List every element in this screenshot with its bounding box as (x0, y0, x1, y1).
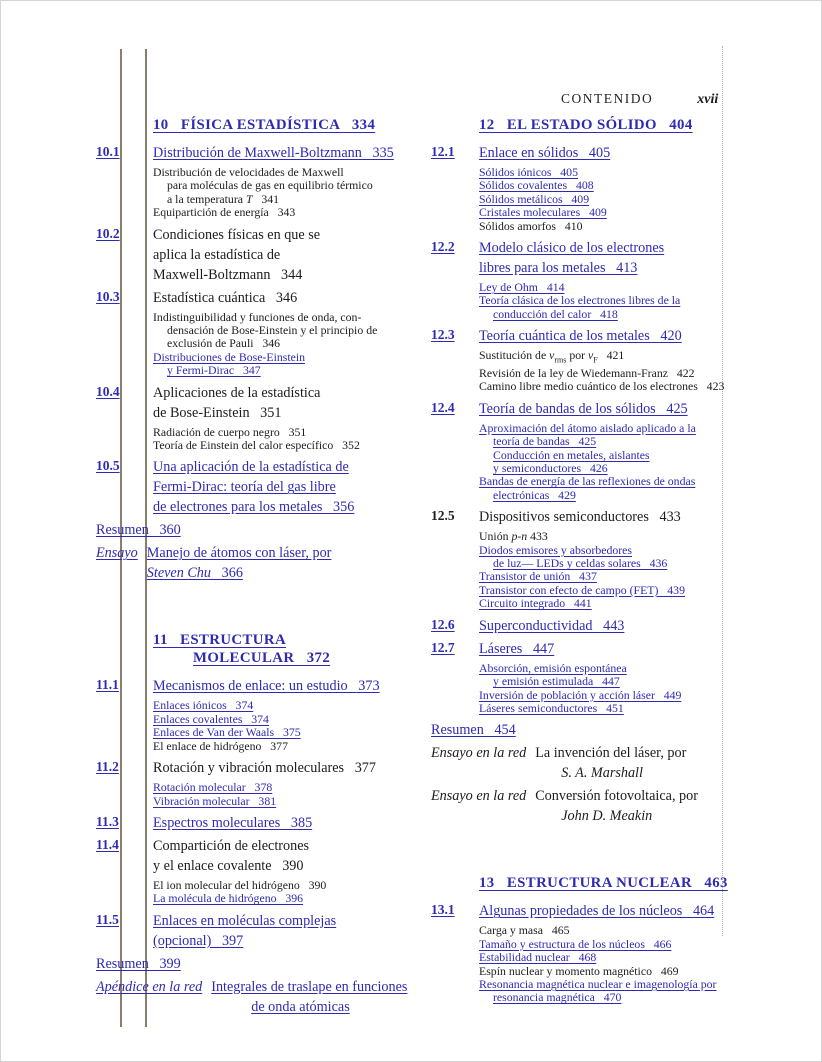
toc-line: de Bose-Einstein 351 (153, 404, 282, 421)
aside-text (147, 543, 428, 583)
chapter-title[interactable]: MOLECULAR 372 (193, 650, 331, 667)
toc-line[interactable]: y Fermi-Dirac 347 (167, 363, 261, 378)
toc-line[interactable]: Inversión de población y acción láser 449 (479, 687, 682, 702)
aside-text (211, 977, 428, 1017)
toc-line[interactable]: Transistor de unión 437 (479, 569, 597, 584)
section-title (153, 836, 428, 876)
toc-line[interactable]: Sólidos iónicos 405 (479, 165, 578, 179)
toc-line[interactable]: conducción del calor 418 (493, 306, 618, 321)
toc-column-right (431, 116, 767, 1010)
toc-line: y el enlace covalente 390 (153, 857, 304, 874)
toc-section-block (431, 639, 767, 659)
toc-line: La invención del láser, por (535, 745, 687, 762)
toc-line[interactable]: de luz— LEDs y celdas solares 436 (493, 556, 668, 571)
toc-line[interactable]: de electrones para los metales 356 (153, 499, 355, 516)
section-title (479, 616, 767, 636)
section-number[interactable]: 10.1 (96, 144, 120, 159)
toc-line: Teoría de Einstein del calor específico 352 (153, 438, 360, 453)
toc-aside-block (96, 520, 428, 540)
toc-line[interactable]: Láseres semiconductores 451 (479, 700, 624, 715)
section-number[interactable]: 11.3 (96, 813, 119, 829)
toc-sub-block (96, 781, 428, 808)
toc-line: Aplicaciones de la estadística (153, 384, 321, 401)
aside-label[interactable]: Apéndice en la red (96, 978, 203, 995)
toc-section-block (96, 457, 428, 517)
toc-line: Condiciones físicas en que se (153, 226, 321, 243)
toc-line[interactable]: teoría de bandas 425 (493, 434, 597, 449)
section-title (153, 758, 428, 778)
toc-section-block (96, 758, 428, 778)
toc-line[interactable]: libres para los metales 413 (479, 260, 638, 277)
toc-line[interactable]: Sólidos covalentes 408 (479, 178, 594, 193)
aside-label[interactable]: Resumen 399 (96, 955, 181, 972)
section-number[interactable]: 11.2 (96, 759, 119, 775)
toc-line[interactable]: de onda atómicas (251, 998, 350, 1015)
toc-line[interactable]: Enlaces en moléculas complejas (153, 912, 337, 929)
toc-line[interactable]: Aproximación del átomo aislado aplicado a la (479, 420, 696, 435)
toc-sub-block (431, 422, 767, 502)
toc-line: Maxwell-Boltzmann 344 (153, 266, 303, 283)
toc-line[interactable]: Superconductividad 443 (479, 617, 625, 634)
toc-line[interactable]: Transistor con efecto de campo (FET) 439 (479, 582, 685, 597)
toc-sub-block (431, 281, 767, 321)
toc-line[interactable]: Distribuciones de Bose-Einstein (153, 349, 306, 364)
toc-line[interactable]: Enlaces de Van der Waals 375 (153, 725, 301, 740)
section-number[interactable]: 12.2 (431, 239, 455, 255)
toc-section-block (96, 836, 428, 876)
toc-line[interactable]: electrónicas 429 (493, 487, 576, 502)
toc-line[interactable]: Manejo de átomos con láser, por (146, 545, 332, 562)
toc-line[interactable]: Rotación molecular 378 (153, 780, 273, 795)
section-number[interactable]: 11.4 (96, 836, 119, 852)
toc-aside-block (96, 954, 428, 974)
toc-line[interactable]: Bandas de energía de las reflexiones de ondas (479, 474, 696, 489)
section-title (479, 238, 767, 278)
section-title (153, 813, 428, 833)
toc-line[interactable]: Distribución de Maxwell-Boltzmann 335 (153, 145, 394, 161)
section-title (479, 399, 767, 419)
section-title (479, 143, 767, 163)
toc-line: Unión p-n 433 (479, 529, 548, 544)
toc-section-block (431, 326, 767, 346)
toc-section-block (431, 901, 767, 921)
section-title (479, 326, 767, 346)
toc-line[interactable]: (opcional) 397 (153, 932, 244, 949)
toc-line[interactable]: Una aplicación de la estadística de (153, 459, 349, 476)
section-number[interactable]: 12.7 (431, 639, 455, 655)
toc-line[interactable]: Resonancia magnética nuclear e imagenología por (479, 976, 717, 991)
toc-section-block (431, 143, 767, 163)
chapter-heading (479, 874, 767, 892)
toc-section-block (96, 676, 428, 696)
toc-line: exclusión de Pauli 346 (167, 336, 281, 351)
aside-label[interactable]: Resumen 454 (431, 722, 516, 739)
section-number[interactable]: 12.1 (431, 144, 455, 159)
toc-section-block (431, 399, 767, 419)
toc-line: Equipartición de energía 343 (153, 205, 296, 220)
aside-label: Ensayo en la red (431, 745, 527, 762)
header-page-number: xvii (697, 92, 719, 107)
toc-line: Estadística cuántica 346 (153, 289, 298, 306)
toc-sub-block (431, 530, 767, 610)
toc-column-left (96, 116, 428, 1020)
toc-line: Indistinguibilidad y funciones de onda, con- (153, 309, 362, 324)
toc-line[interactable]: Teoría clásica de los electrones libres de la (479, 293, 681, 308)
toc-line[interactable]: Teoría de bandas de los sólidos 425 (479, 400, 688, 417)
toc-line[interactable]: La molécula de hidrógeno 396 (153, 891, 304, 906)
toc-sub-block (431, 166, 767, 233)
toc-line[interactable]: Láseres 447 (479, 640, 555, 657)
toc-line[interactable]: Integrales de traslape en funciones (211, 978, 408, 995)
section-number[interactable]: 11.5 (96, 911, 119, 927)
toc-sub-block (96, 879, 428, 906)
toc-line: Sustitución de $v_{rms}$ por $v_F$ 421 (479, 348, 625, 365)
toc-line[interactable]: Tamaño y estructura de los núcleos 466 (479, 936, 672, 951)
toc-line: Compartición de electrones (153, 837, 310, 854)
toc-line[interactable]: Cristales moleculares 409 (479, 205, 607, 220)
toc-section-block (96, 813, 428, 833)
section-title (153, 143, 428, 163)
section-title (479, 639, 767, 659)
toc-line[interactable]: Estabilidad nuclear 468 (479, 950, 597, 965)
toc-sub-block (96, 311, 428, 378)
chapter-heading (479, 116, 767, 134)
toc-line: Revisión de la ley de Wiedemann-Franz 422 (479, 366, 695, 381)
toc-section-block (96, 383, 428, 423)
toc-line: Espín nuclear y momento magnético 469 (479, 963, 679, 978)
toc-line[interactable]: Enlaces covalentes 374 (153, 711, 269, 726)
toc-section-block (96, 143, 428, 163)
toc-line: Carga y masa 465 (479, 923, 570, 938)
section-title (153, 676, 428, 696)
section-title (479, 507, 767, 527)
toc-line: John D. Meakin (561, 808, 653, 825)
chapter-heading (153, 116, 428, 134)
toc-aside-block (431, 720, 767, 740)
toc-line: Rotación y vibración moleculares 377 (153, 760, 376, 777)
toc-line[interactable]: Sólidos metálicos 409 (479, 191, 590, 206)
toc-line[interactable]: Espectros moleculares 385 (153, 814, 313, 831)
toc-line[interactable]: Enlaces iónicos 374 (153, 698, 254, 713)
toc-aside-block (431, 743, 767, 783)
toc-line: Camino libre medio cuántico de los electrones 423 (479, 379, 725, 394)
toc-section-block (96, 225, 428, 285)
toc-line: densación de Bose-Einstein y el principio de (167, 323, 378, 338)
toc-line: Sólidos amorfos 410 (479, 218, 583, 233)
section-title (153, 457, 428, 517)
chapter-title[interactable]: 12 EL ESTADO SÓLIDO 404 (479, 117, 693, 133)
toc-line[interactable]: Ley de Ohm 414 (479, 280, 565, 295)
chapter-title[interactable]: 13 ESTRUCTURA NUCLEAR 463 (479, 875, 728, 892)
toc-line[interactable]: y semiconductores 426 (493, 461, 608, 476)
section-number[interactable]: 12.6 (431, 616, 455, 632)
page-header (561, 91, 761, 108)
toc-line[interactable]: Vibración molecular 381 (153, 793, 277, 808)
toc-line[interactable]: y emisión estimulada 447 (493, 674, 620, 689)
toc-aside-block (96, 977, 428, 1017)
toc-line: Radiación de cuerpo negro 351 (153, 424, 307, 439)
toc-sub-block (96, 166, 428, 220)
toc-sub-block (96, 699, 428, 753)
chapter-heading (153, 631, 428, 667)
toc-line[interactable]: Conducción en metales, aislantes (493, 447, 650, 462)
toc-aside-block (96, 543, 428, 583)
toc-sub-block (431, 662, 767, 716)
section-number[interactable]: 13.1 (431, 902, 455, 918)
section-number: 12.5 (431, 508, 455, 524)
toc-section-block (431, 616, 767, 636)
section-title (153, 225, 428, 285)
section-number[interactable]: 12.4 (431, 399, 455, 415)
toc-sub-block (431, 924, 767, 1004)
chapter-title[interactable]: 11 ESTRUCTURA (153, 632, 287, 649)
section-title (153, 288, 428, 308)
toc-line[interactable]: Steven Chu 366 (146, 565, 243, 582)
section-title (153, 383, 428, 423)
chapter-title[interactable]: 10 FÍSICA ESTADÍSTICA 334 (153, 117, 376, 133)
toc-line[interactable]: Fermi-Dirac: teoría del gas libre (153, 479, 336, 496)
aside-text (535, 743, 767, 783)
toc-line[interactable]: Algunas propiedades de los núcleos 464 (479, 903, 715, 920)
section-title (153, 911, 428, 951)
aside-label[interactable]: Resumen 360 (96, 522, 181, 539)
section-number[interactable]: 10.4 (96, 383, 120, 399)
toc-section-block (431, 507, 767, 527)
section-number[interactable]: 12.3 (431, 327, 455, 343)
toc-line[interactable]: Absorción, emisión espontánea (479, 660, 627, 675)
aside-label: Ensayo en la red (431, 788, 527, 805)
toc-line: Distribución de velocidades de Maxwell (153, 165, 344, 179)
aside-text (535, 786, 767, 826)
aside-label[interactable]: Ensayo (96, 545, 138, 562)
toc-line[interactable]: Teoría cuántica de los metales 420 (479, 328, 682, 345)
toc-line: para moléculas de gas en equilibrio térmico (167, 178, 373, 193)
toc-section-block (96, 288, 428, 308)
toc-line: El enlace de hidrógeno 377 (153, 738, 288, 753)
section-number[interactable]: 10.2 (96, 225, 120, 241)
toc-aside-block (431, 786, 767, 826)
toc-sub-block (431, 349, 767, 394)
toc-line[interactable]: Modelo clásico de los electrones (479, 240, 665, 257)
toc-sub-block (96, 426, 428, 453)
toc-section-block (96, 911, 428, 951)
toc-line: Conversión fotovoltaica, por (535, 788, 698, 805)
toc-line: El ion molecular del hidrógeno 390 (153, 877, 327, 892)
toc-line[interactable]: resonancia magnética 470 (493, 990, 622, 1005)
toc-line: aplica la estadística de (153, 246, 281, 263)
toc-line[interactable]: Mecanismos de enlace: un estudio 373 (153, 678, 380, 695)
section-title (479, 901, 767, 921)
toc-section-block (431, 238, 767, 278)
toc-line: Dispositivos semiconductores 433 (479, 509, 681, 526)
toc-line[interactable]: Circuito integrado 441 (479, 596, 592, 611)
section-number[interactable]: 10.5 (96, 458, 120, 474)
section-number[interactable]: 11.1 (96, 677, 119, 693)
toc-line[interactable]: Enlace en sólidos 405 (479, 145, 611, 161)
toc-line: S. A. Marshall (561, 765, 643, 782)
toc-line: a la temperatura T 341 (167, 191, 280, 206)
header-title: CONTENIDO (561, 91, 654, 106)
section-number[interactable]: 10.3 (96, 288, 120, 304)
toc-line[interactable]: Diodos emisores y absorbedores (479, 542, 633, 557)
